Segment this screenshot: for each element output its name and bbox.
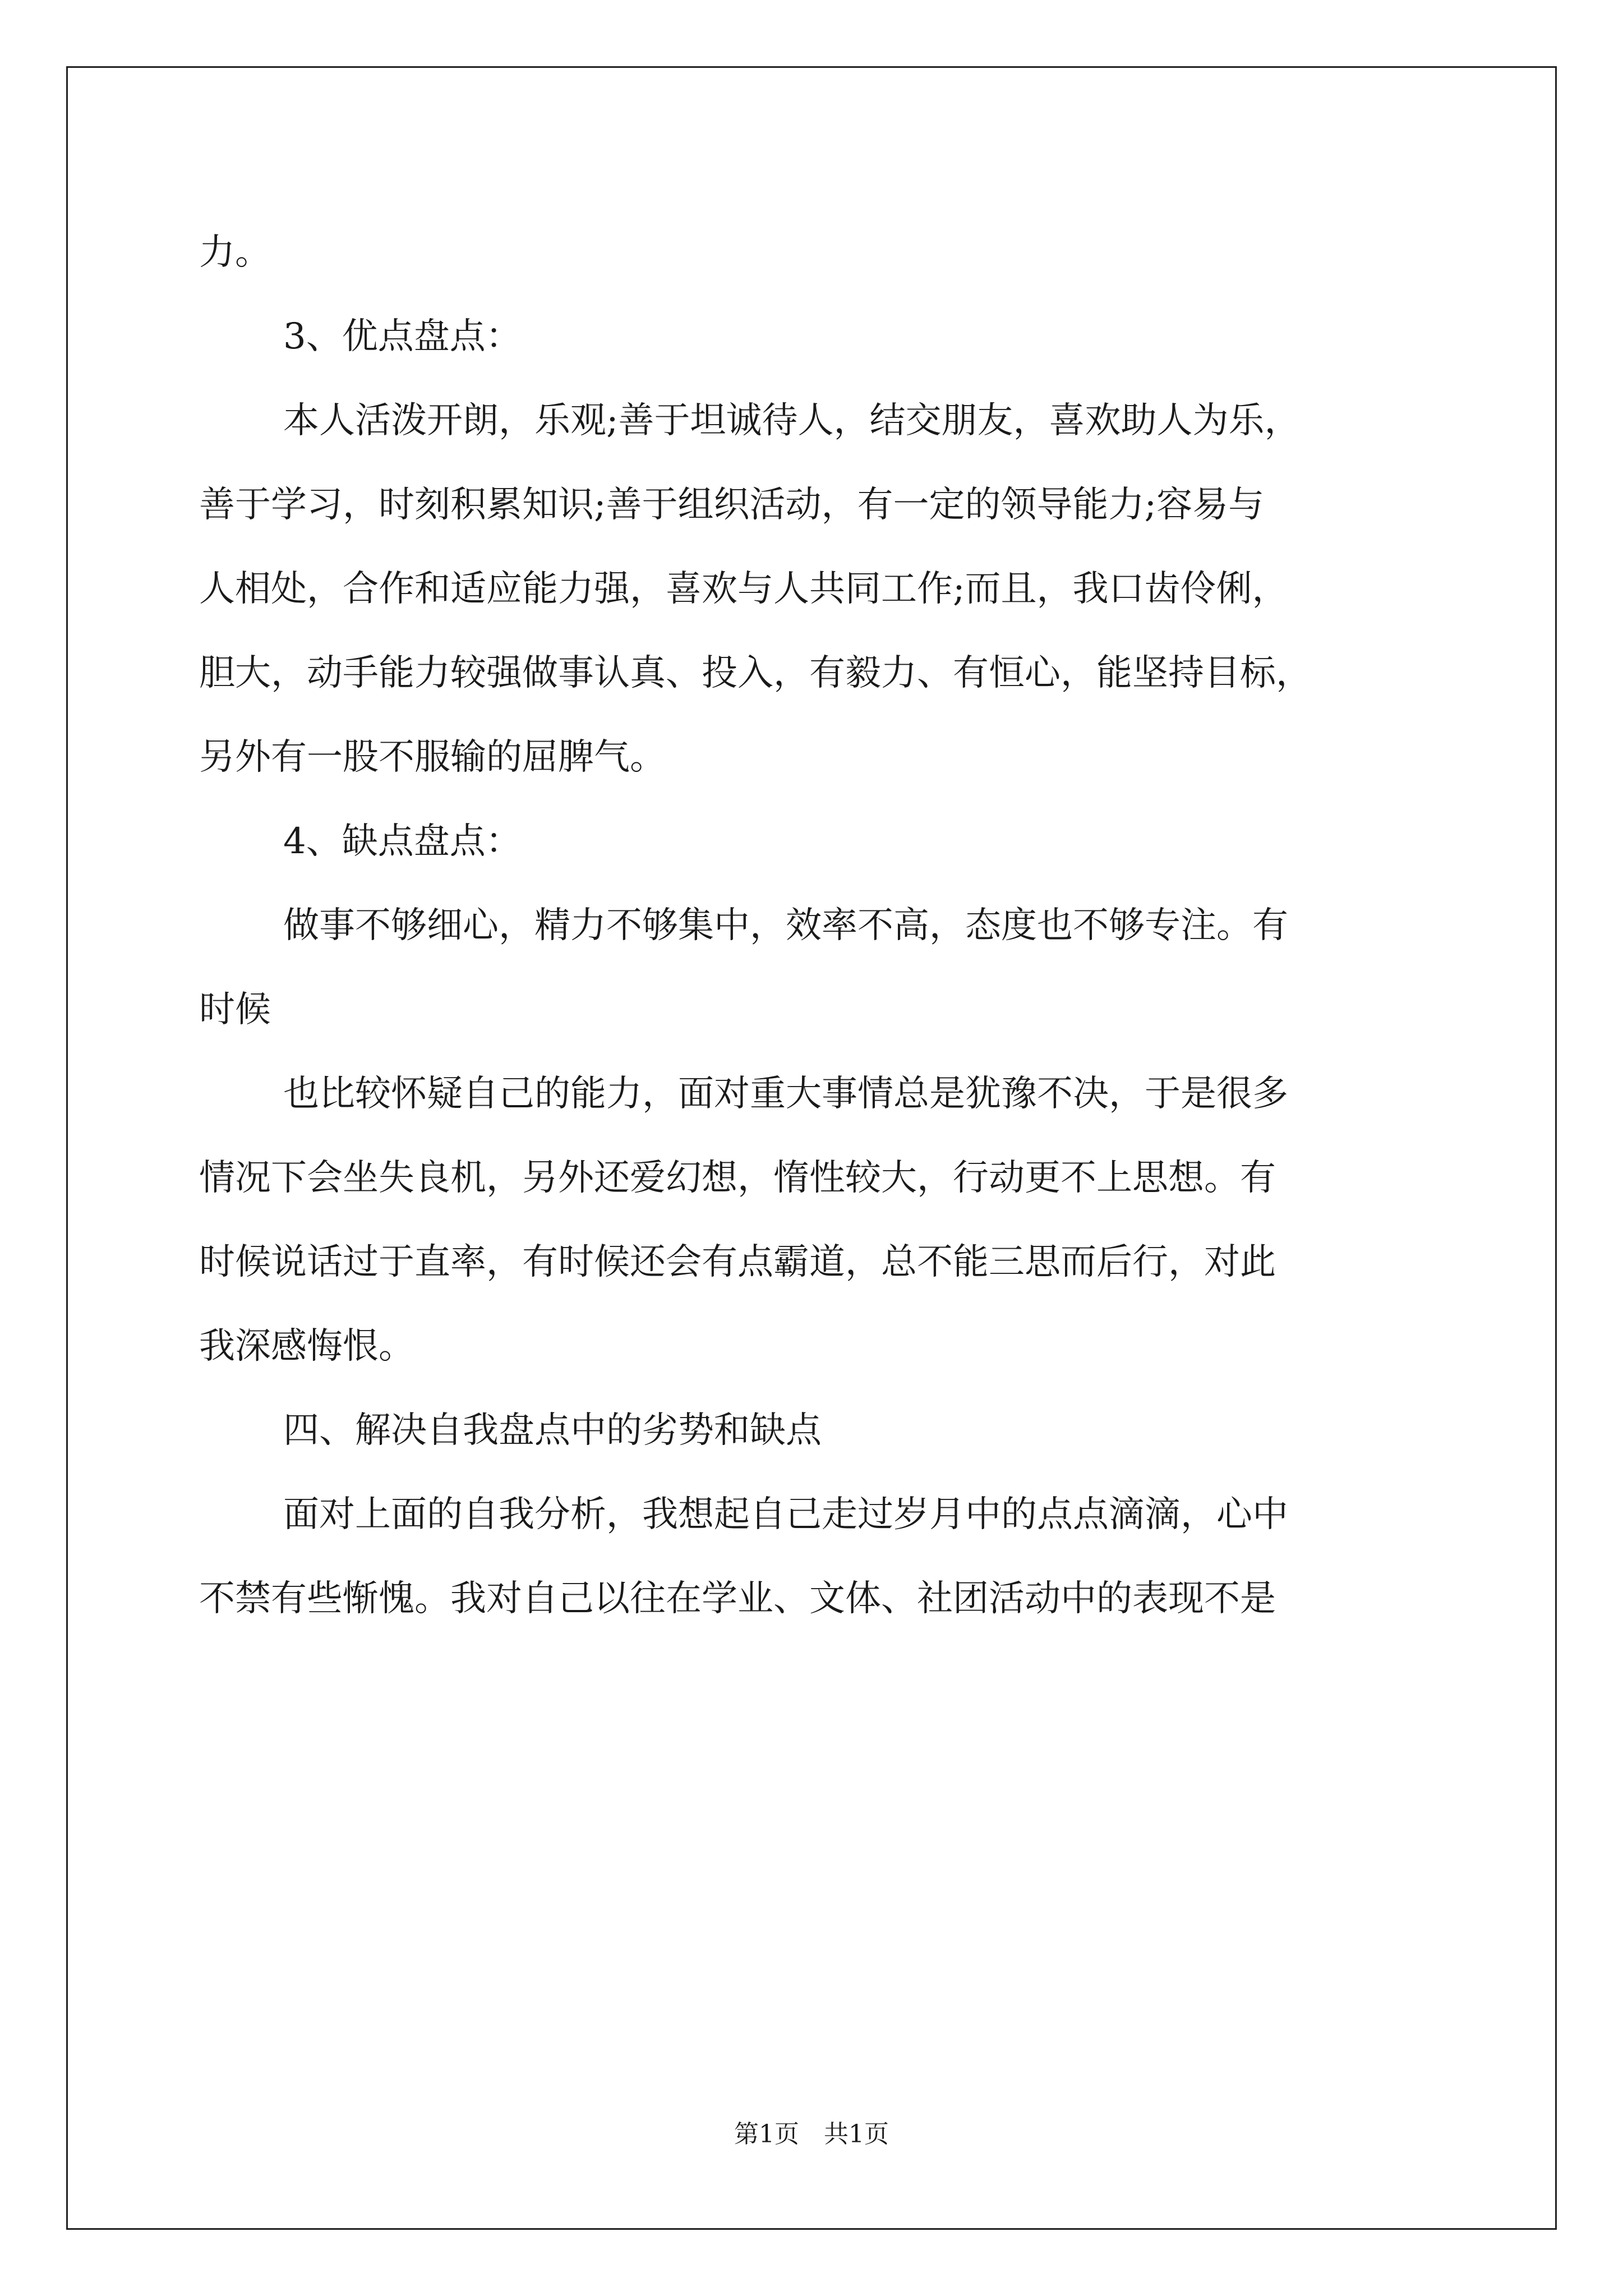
paragraph-line: 力。 <box>199 232 271 273</box>
section-heading: 3、优点盘点： <box>283 316 522 357</box>
paragraph-line: 时候说话过于直率，有时候还会有点霸道，总不能三思而后行，对此 <box>199 1241 1276 1283</box>
paragraph-line: 我深感悔恨。 <box>199 1326 414 1367</box>
paragraph-line: 人相处，合作和适应能力强，喜欢与人共同工作;而且，我口齿伶俐， <box>199 568 1288 610</box>
paragraph-line: 胆大，动手能力较强做事认真、投入，有毅力、有恒心，能坚持目标， <box>199 652 1312 694</box>
paragraph-line: 本人活泼开朗，乐观;善于坦诚待人，结交朋友，喜欢助人为乐， <box>283 400 1301 441</box>
paragraph-line: 另外有一股不服输的屈脾气。 <box>199 737 666 778</box>
page-number-footer: 第1页 共1页 <box>734 2120 889 2148</box>
page-border <box>66 66 1557 2230</box>
section-heading: 4、缺点盘点： <box>283 821 522 862</box>
paragraph-line: 时候 <box>199 989 271 1030</box>
paragraph-line: 情况下会坐失良机，另外还爱幻想，惰性较大，行动更不上思想。有 <box>199 1157 1276 1199</box>
paragraph-line: 面对上面的自我分析，我想起自己走过岁月中的点点滴滴，心中 <box>283 1494 1288 1535</box>
paragraph-line: 不禁有些惭愧。我对自己以往在学业、文体、社团活动中的表现不是 <box>199 1578 1276 1619</box>
paragraph-line: 也比较怀疑自己的能力，面对重大事情总是犹豫不决，于是很多 <box>283 1073 1288 1115</box>
section-heading: 四、解决自我盘点中的劣势和缺点 <box>283 1410 822 1451</box>
paragraph-line: 善于学习，时刻积累知识;善于组织活动，有一定的领导能力;容易与 <box>199 484 1265 526</box>
paragraph-line: 做事不够细心，精力不够集中，效率不高，态度也不够专注。有 <box>283 905 1288 946</box>
